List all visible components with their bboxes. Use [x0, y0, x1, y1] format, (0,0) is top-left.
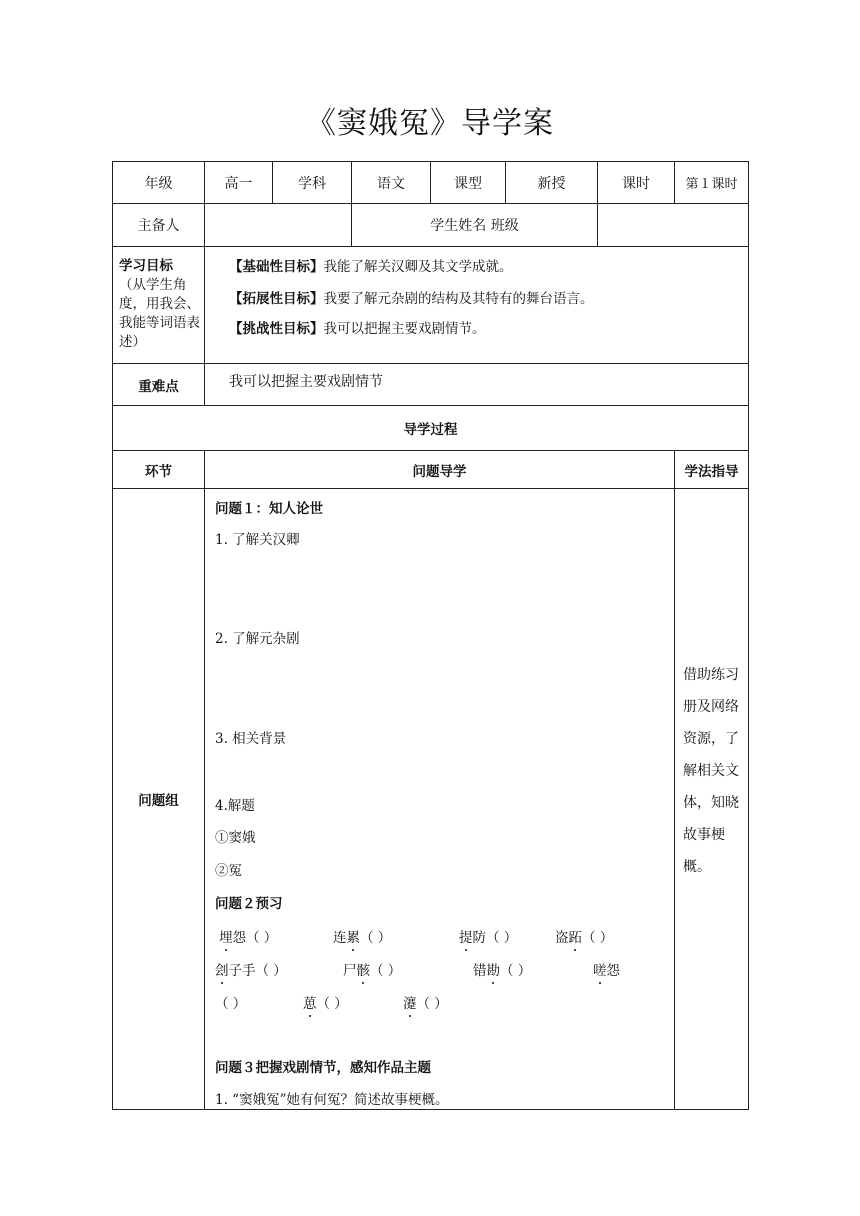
- grade-label: 年级: [113, 162, 205, 204]
- period-label: 课时: [598, 162, 675, 204]
- student-class-label: 学生姓名 班级: [352, 204, 598, 247]
- word-9: 葸（ ）: [303, 996, 348, 1012]
- process-title: 导学过程: [113, 406, 749, 451]
- goals-label-title: 学习目标: [119, 258, 173, 274]
- process-row: [113, 406, 749, 451]
- q1-title: 问题１：知人论世: [215, 501, 323, 517]
- header-row: [113, 162, 749, 204]
- goal-basic: 【基础性目标】我能了解关汉卿及其文学成就。: [229, 259, 513, 275]
- method-guide: 借助练习册及网络资源，了解相关文体，知晓故事梗概。: [675, 489, 749, 1110]
- q1-sub-2: ②冤: [215, 863, 242, 879]
- preparer-label: 主备人: [113, 204, 205, 247]
- goals-row: [113, 247, 749, 364]
- goals-label-note: （从学生角度，用我会、我能等词语表述）: [119, 277, 200, 350]
- col-stage: 环节: [113, 451, 205, 489]
- word-10: 瀽（ ）: [403, 996, 448, 1012]
- preparer-row: [113, 204, 749, 247]
- word-7: 错勘（ ）: [473, 963, 532, 979]
- word-3: 提防（ ）: [459, 930, 518, 946]
- col-method: 学法指导: [675, 451, 749, 489]
- questions-cell: [205, 489, 675, 1110]
- type-value: 新授: [506, 162, 598, 204]
- goals-content: [205, 247, 749, 364]
- q3-title: 问题３把握戏剧情节，感知作品主题: [215, 1060, 431, 1076]
- study-plan-table: [112, 161, 749, 1110]
- q1-item-1: 1. 了解关汉卿: [215, 532, 300, 548]
- type-label: 课型: [431, 162, 506, 204]
- word-1: 埋怨（ ）: [219, 930, 278, 946]
- word-8-blank: （ ）: [215, 996, 247, 1012]
- subject-value: 语文: [352, 162, 431, 204]
- word-8: 嗟怨: [593, 963, 620, 979]
- period-value: 第１课时: [675, 162, 749, 204]
- q1-item-2: 2. 了解元杂剧: [215, 631, 300, 647]
- key-points-label: 重难点: [113, 364, 205, 406]
- q1-item-3: 3. 相关背景: [215, 731, 287, 747]
- q2-title: 问题２预习: [215, 896, 283, 912]
- col-questions: 问题导学: [205, 451, 675, 489]
- key-points-row: [113, 364, 749, 406]
- preparer-value: [205, 204, 352, 247]
- student-class-value: [598, 204, 749, 247]
- page-title: 《窦娥冤》导学案: [306, 106, 554, 141]
- word-4: 盗跖（ ）: [555, 930, 614, 946]
- stage-name: 问题组: [113, 489, 205, 1110]
- goals-label: [113, 247, 205, 364]
- q3-item-1: 1. “窦娥冤”她有何冤？简述故事梗概。: [215, 1092, 449, 1108]
- goal-challenge: 【挑战性目标】我可以把握主要戏剧情节。: [229, 321, 486, 337]
- goal-extended: 【拓展性目标】我要了解元杂剧的结构及其特有的舞台语言。: [229, 291, 594, 307]
- word-2: 连累（ ）: [333, 930, 392, 946]
- q1-item-4: 4.解题: [215, 798, 255, 814]
- key-points-text: 我可以把握主要戏剧情节: [205, 364, 749, 406]
- word-5: 刽子手（ ）: [215, 963, 287, 979]
- grade-value: 高一: [205, 162, 273, 204]
- question-group-row: [113, 489, 749, 1110]
- subject-label: 学科: [273, 162, 352, 204]
- word-6: 尸骸（ ）: [343, 963, 402, 979]
- columns-row: [113, 451, 749, 489]
- q1-sub-1: ①窦娥: [215, 830, 256, 846]
